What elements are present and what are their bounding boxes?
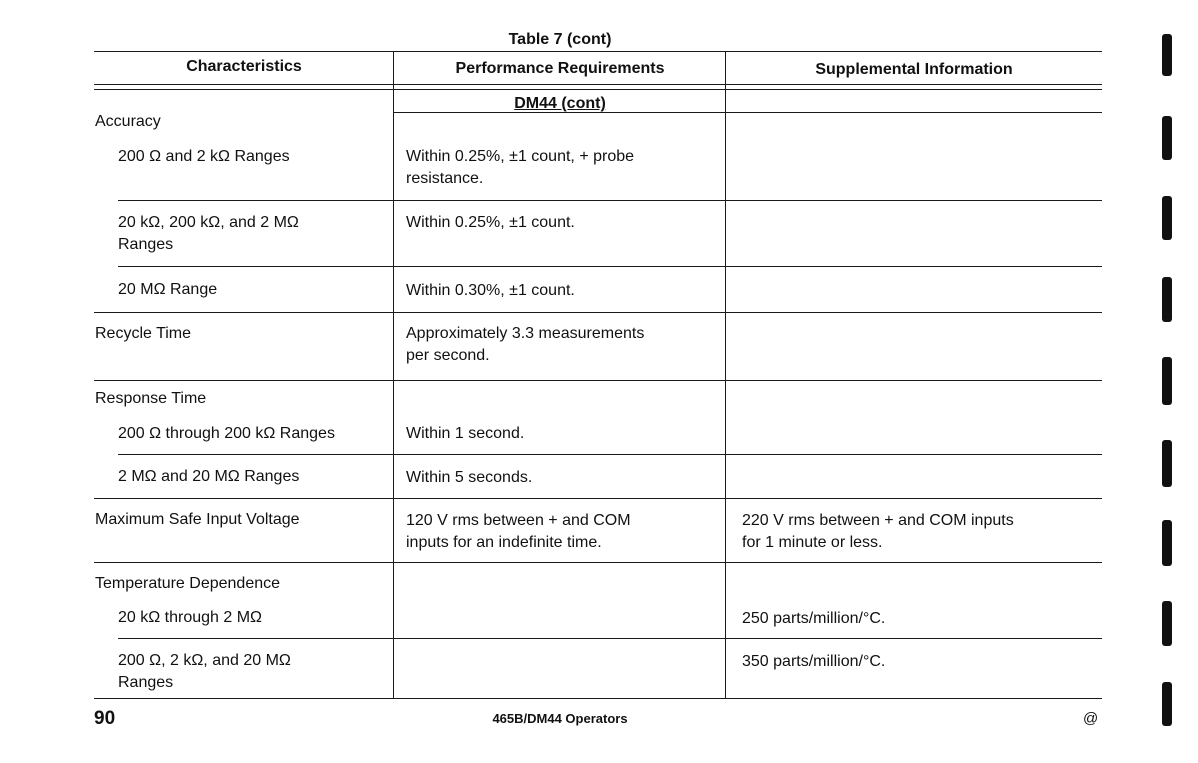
response-row-1-characteristic — [118, 423, 335, 445]
text-line: Within 0.30%, ±1 count. — [406, 282, 575, 299]
binding-mark — [1162, 440, 1172, 487]
header-supplemental-information: Supplemental Information — [815, 61, 1013, 78]
accuracy-row-2-performance — [406, 212, 575, 234]
column-divider-1 — [393, 51, 394, 698]
header-bottom-rule — [94, 84, 1102, 85]
binding-mark — [1162, 34, 1172, 76]
recycle-time-characteristic — [95, 323, 191, 345]
row-rule — [118, 266, 1102, 267]
text-line: 2 MΩ and 20 MΩ Ranges — [118, 468, 300, 485]
group-label-temperature-dependence: Temperature Dependence — [95, 575, 281, 592]
table-title: Table 7 (cont) — [508, 31, 612, 48]
accuracy-row-3-performance — [406, 280, 575, 302]
text-line: Maximum Safe Input Voltage — [95, 511, 300, 528]
text-line: inputs for an indefinite time. — [406, 534, 602, 551]
accuracy-row-2-characteristic — [118, 212, 299, 256]
row-rule — [118, 638, 1102, 639]
text-line: 20 MΩ Range — [118, 281, 218, 298]
text-line: Within 1 second. — [406, 425, 525, 442]
text-line: resistance. — [406, 170, 484, 187]
text-line: 200 Ω through 200 kΩ Ranges — [118, 425, 335, 442]
column-divider-2 — [725, 51, 726, 698]
row-rule — [94, 380, 1102, 381]
section-rule — [394, 112, 1102, 113]
text-line: 250 parts/million/°C. — [742, 610, 886, 627]
text-line: Within 5 seconds. — [406, 469, 533, 486]
max-safe-input-voltage-supplemental — [742, 510, 1014, 554]
text-line: Within 0.25%, ±1 count. — [406, 214, 575, 231]
binding-mark — [1162, 601, 1172, 646]
row-rule — [94, 312, 1102, 313]
max-safe-input-voltage-characteristic — [95, 509, 300, 531]
row-rule — [94, 498, 1102, 499]
response-row-2-characteristic — [118, 466, 299, 488]
binding-mark — [1162, 520, 1172, 566]
text-line: 350 parts/million/°C. — [742, 653, 886, 670]
temperature-row-2-characteristic — [118, 650, 291, 694]
text-line: 120 V rms between + and COM — [406, 512, 631, 529]
text-line: for 1 minute or less. — [742, 534, 883, 551]
header-bottom-rule-double — [94, 89, 1102, 90]
header-performance-requirements: Performance Requirements — [455, 60, 665, 77]
response-row-1-performance — [406, 423, 524, 445]
text-line: Approximately 3.3 measurements — [406, 325, 645, 342]
header-characteristics: Characteristics — [186, 58, 302, 75]
accuracy-row-1-characteristic — [118, 146, 290, 168]
text-line: Ranges — [118, 674, 174, 691]
recycle-time-performance — [406, 323, 644, 367]
text-line: Recycle Time — [95, 325, 192, 342]
section-label: DM44 (cont) — [514, 95, 606, 112]
accuracy-row-3-characteristic — [118, 279, 217, 301]
row-rule — [118, 200, 1102, 201]
max-safe-input-voltage-performance — [406, 510, 631, 554]
binding-mark — [1162, 682, 1172, 726]
footer-mark: @ — [1083, 710, 1099, 727]
table-bottom-rule — [94, 698, 1102, 699]
text-line: 200 Ω and 2 kΩ Ranges — [118, 148, 290, 165]
header-top-rule — [94, 51, 1102, 52]
group-label-accuracy: Accuracy — [95, 113, 161, 130]
binding-mark — [1162, 277, 1172, 322]
accuracy-row-1-performance — [406, 146, 634, 190]
row-rule — [118, 454, 1102, 455]
row-rule — [94, 562, 1102, 563]
text-line: Within 0.25%, ±1 count, + probe — [406, 148, 635, 165]
text-line: Ranges — [118, 236, 174, 253]
text-line: 200 Ω, 2 kΩ, and 20 MΩ — [118, 652, 291, 669]
text-line: per second. — [406, 347, 490, 364]
temperature-row-1-supplemental — [742, 608, 885, 630]
page-number: 90 — [94, 708, 116, 729]
group-label-response-time: Response Time — [95, 390, 207, 407]
temperature-row-2-supplemental — [742, 651, 885, 673]
text-line: 220 V rms between + and COM inputs — [742, 512, 1014, 529]
text-line: 20 kΩ, 200 kΩ, and 2 MΩ — [118, 214, 299, 231]
text-line: 20 kΩ through 2 MΩ — [118, 609, 262, 626]
temperature-row-1-characteristic — [118, 607, 262, 629]
manual-title: 465B/DM44 Operators — [492, 711, 628, 726]
response-row-2-performance — [406, 467, 532, 489]
binding-mark — [1162, 357, 1172, 405]
binding-mark — [1162, 116, 1172, 160]
binding-mark — [1162, 196, 1172, 240]
